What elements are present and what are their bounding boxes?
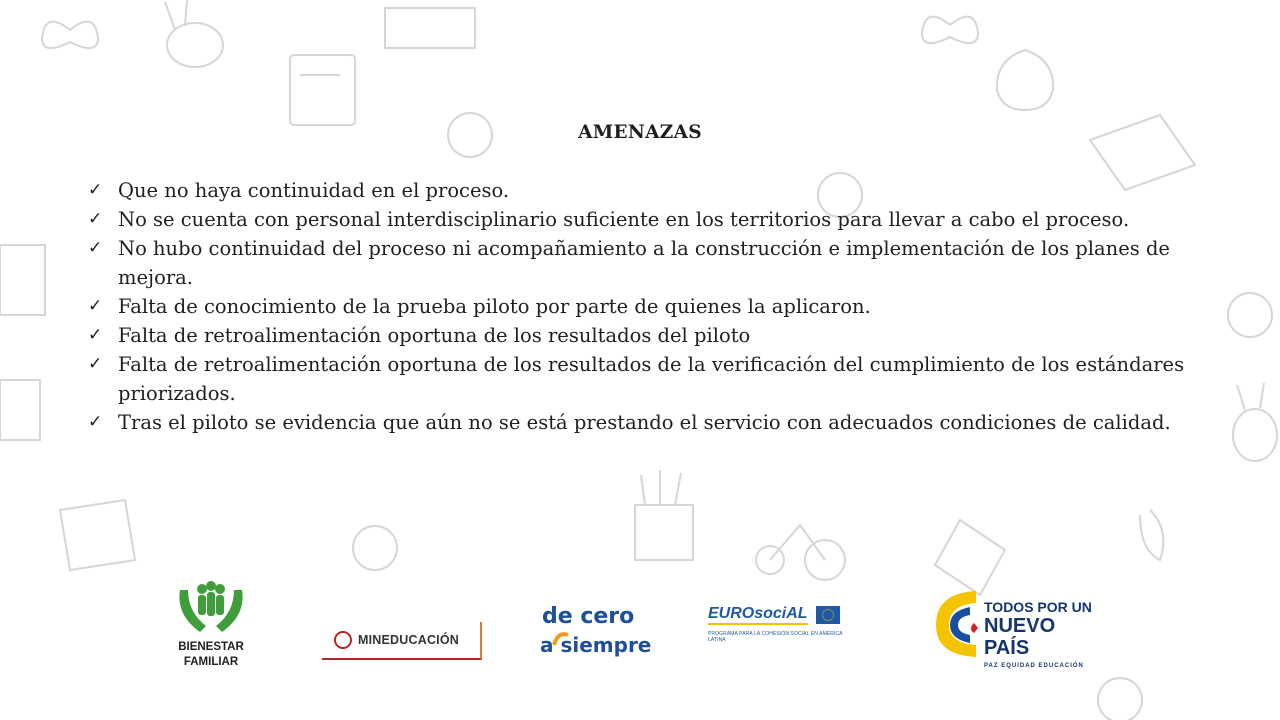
eurosocial-logo: EUROsociAL PROGRAMA PARA LA COHESIÓN SOCIAL EN AMÉRICA LATINA [708,605,843,643]
pear-icon [997,50,1053,110]
book-icon [60,500,135,570]
list-item: ✓ Falta de retroalimentación oportuna de los resultados de la verificación del cumplimiento de los estándares priorizados. [88,350,1198,408]
list-item: ✓ Falta de conocimiento de la prueba piloto por parte de quienes la aplicaron. [88,292,1198,321]
svg-text:a siempre: a siempre [540,633,652,657]
checkmark-icon: ✓ [88,209,103,229]
checkmark-icon: ✓ [88,238,103,258]
butterfly-icon [42,22,98,48]
tricycle-icon [756,525,845,580]
list-item: ✓ No se cuenta con personal interdisciplinario suficiente en los territorios para llevar a cabo el proceso. [88,205,1198,234]
checkmark-icon: ✓ [88,180,103,200]
svg-text:de cero: de cero [542,604,635,629]
threats-list [88,176,1198,437]
de-cero-a-siempre-logo [538,597,653,659]
book-icon [290,55,355,125]
checkmark-icon: ✓ [88,354,103,374]
rabbit-icon [1233,383,1277,461]
list-item: ✓ Falta de retroalimentación oportuna de los resultados del piloto [88,321,1198,350]
butterfly-icon [922,17,978,43]
rabbit-icon [165,0,223,67]
book-icon [0,245,45,440]
colombia-flag-c-icon [934,585,980,661]
checkmark-icon: ✓ [88,325,103,345]
banana-icon [1140,510,1163,560]
list-item: ✓ Que no haya continuidad en el proceso. [88,176,1198,205]
todos-por-un-nuevo-pais-logo: TODOS POR UN NUEVO PAÍS PAZ EQUIDAD EDUCACIÓN [934,585,1104,665]
pencil-cup-icon [635,470,693,560]
checkmark-icon: ✓ [88,412,103,432]
logo-strip [0,575,1280,685]
list-item: ✓ Tras el piloto se evidencia que aún no se está prestando el servicio con adecuados condiciones de calidad. [88,408,1198,437]
eu-flag-icon [816,606,840,624]
mineducacion-logo: MINEDUCACIÓN [322,622,482,660]
svg-text:FAMILIAR: FAMILIAR [183,656,239,668]
bienestar-familiar-logo [172,580,250,675]
ball-icon [353,526,397,570]
checkmark-icon: ✓ [88,296,103,316]
list-item: ✓ No hubo continuidad del proceso ni acompañamiento a la construcción e implementación de los planes de mejora. [88,234,1198,292]
slide-title: AMENAZAS [578,122,702,143]
book-icon [385,8,475,48]
colombia-shield-icon [334,631,352,649]
svg-text:BIENESTAR: BIENESTAR [178,641,244,653]
